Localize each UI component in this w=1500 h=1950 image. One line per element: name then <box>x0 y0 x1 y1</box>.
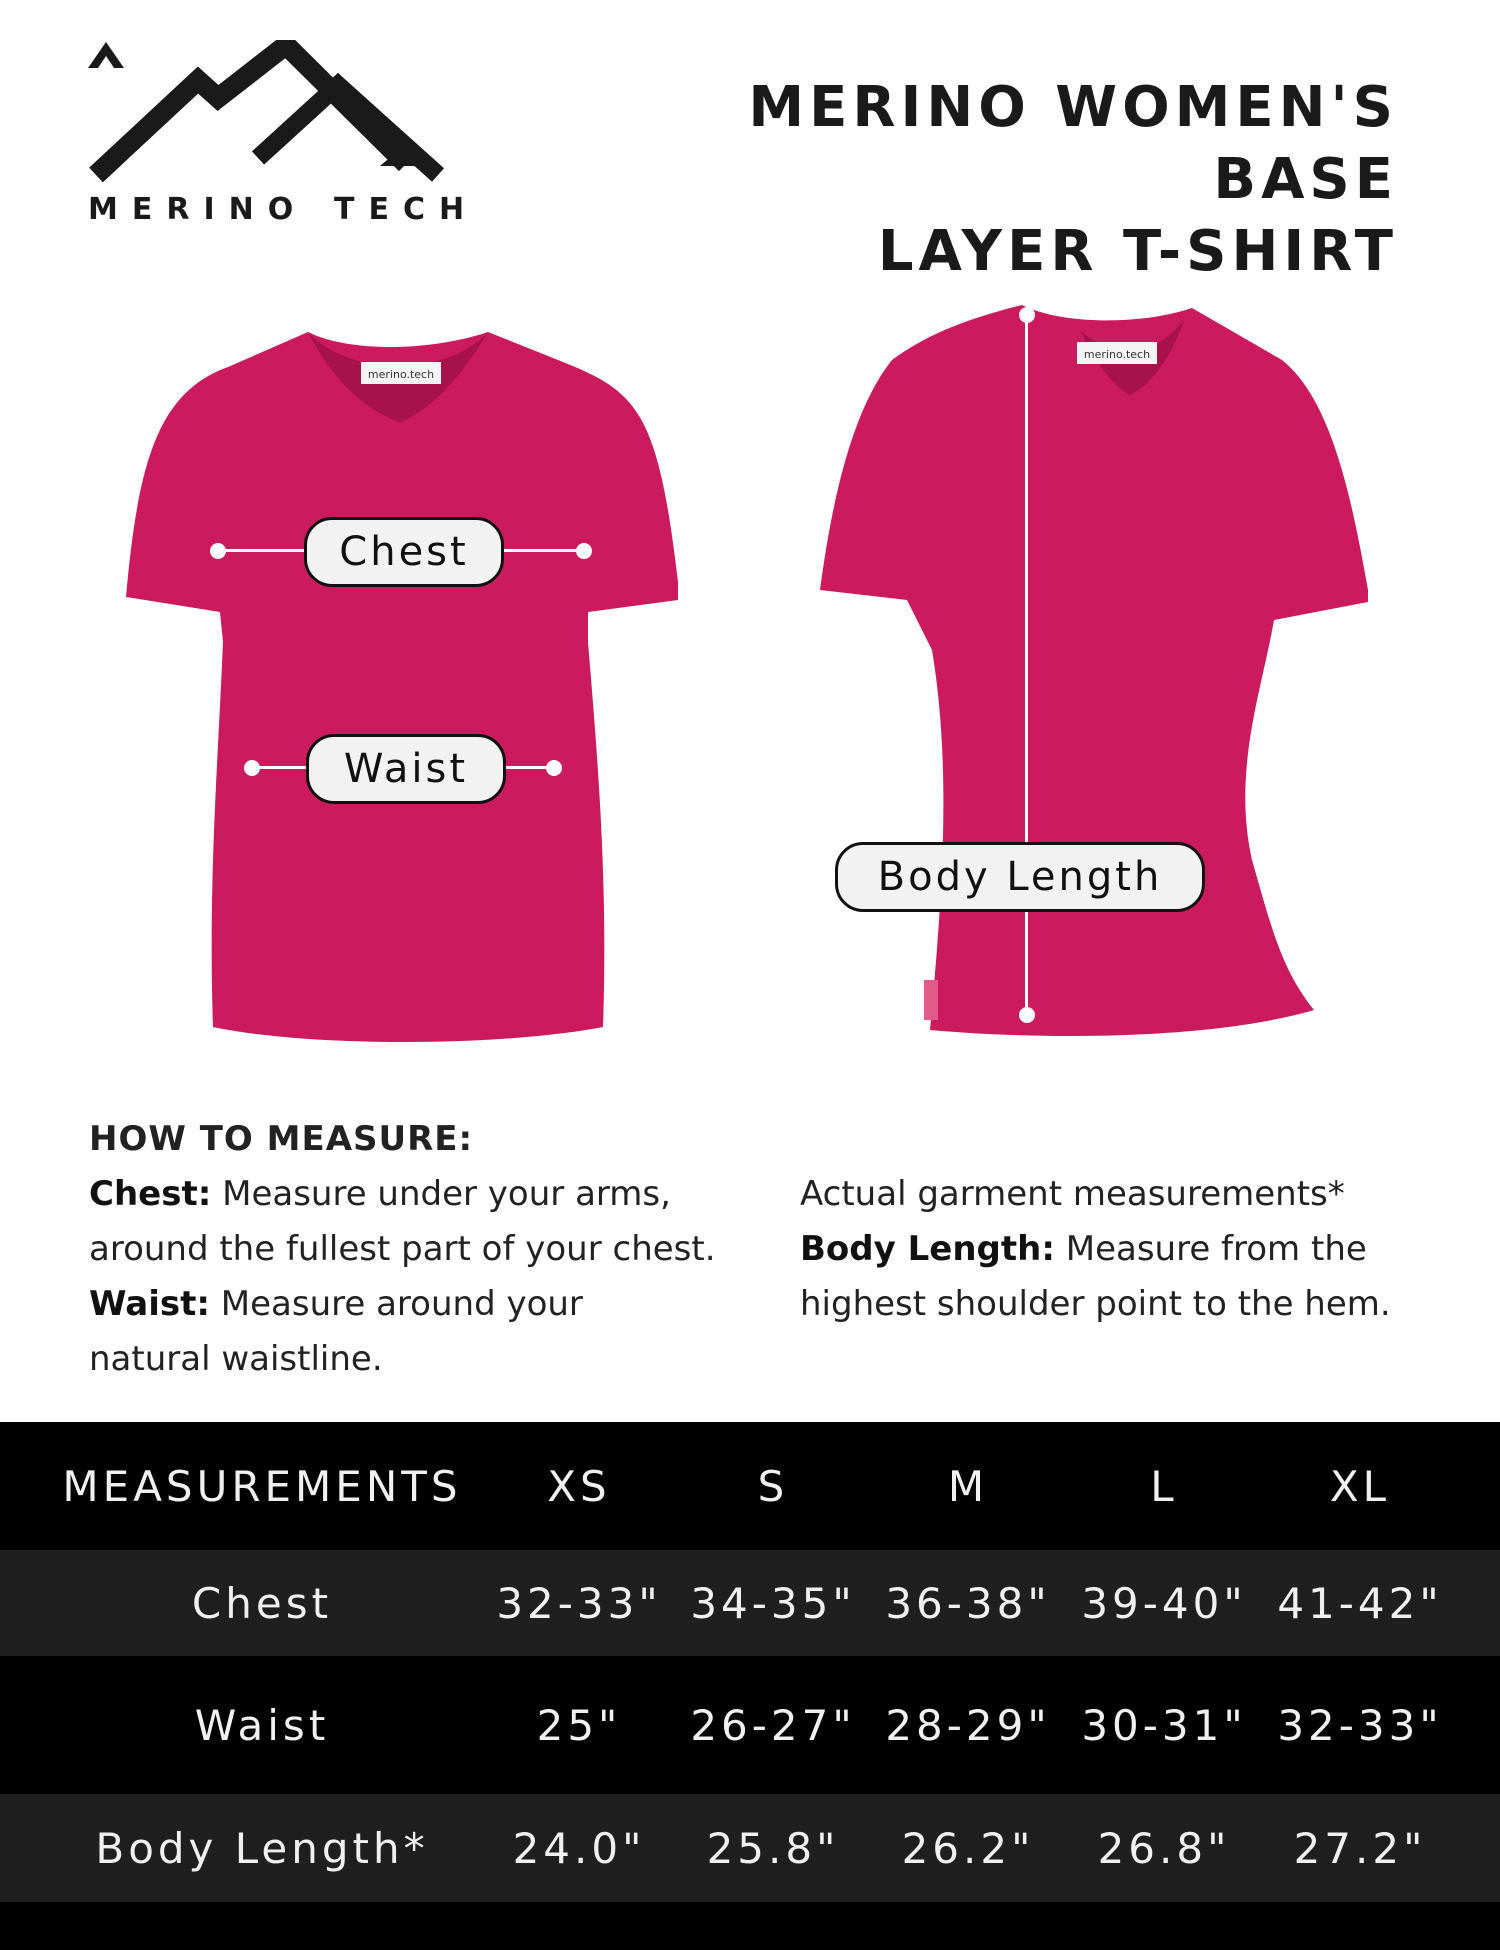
body-length-label: Body Length <box>835 842 1205 912</box>
table-cell: 39-40" <box>1081 1578 1247 1628</box>
table-cell: 24.0" <box>512 1823 646 1873</box>
how-to-measure-left <box>89 1112 769 1387</box>
brand-logo <box>88 40 503 230</box>
table-cell: 32-33" <box>496 1578 662 1628</box>
actual-garment-note: Actual garment measurements* <box>800 1174 1345 1214</box>
size-header-xs: XS <box>547 1461 611 1511</box>
table-cell: 27.2" <box>1293 1823 1427 1873</box>
title-line-1: MERINO WOMEN'S BASE <box>748 75 1398 212</box>
body-length-top-dot <box>1019 307 1035 323</box>
table-row <box>0 1550 1500 1656</box>
table-cell: 28-29" <box>885 1700 1051 1750</box>
table-cell: 25" <box>536 1700 622 1750</box>
table-cell: 30-31" <box>1081 1700 1247 1750</box>
body-length-instruction-line-1: Body Length: Measure from the <box>800 1229 1367 1269</box>
chest-instruction-line-2: around the fullest part of your chest. <box>89 1229 716 1269</box>
body-length-instruction-line-2: highest shoulder point to the hem. <box>800 1284 1391 1324</box>
table-cell: 41-42" <box>1277 1578 1443 1628</box>
table-cell: 26.2" <box>901 1823 1035 1873</box>
waist-instruction-line-1: Waist: Measure around your <box>89 1284 583 1324</box>
chest-right-dot <box>576 543 592 559</box>
row-label-waist: Waist <box>194 1700 330 1750</box>
table-cell: 26.8" <box>1097 1823 1231 1873</box>
size-header-m: M <box>947 1461 989 1511</box>
page-title <box>638 72 1398 288</box>
waist-label: Waist <box>306 734 506 804</box>
front-shirt-image <box>118 322 688 1042</box>
side-shirt-tag: merino.tech <box>1083 348 1151 361</box>
table-cell: 26-27" <box>690 1700 856 1750</box>
waist-left-dot <box>244 760 260 776</box>
table-row <box>0 1656 1500 1794</box>
mountain-logo-icon <box>88 40 503 190</box>
size-header-xl: XL <box>1329 1461 1391 1511</box>
brand-peak-icon <box>88 40 124 68</box>
table-cell: 25.8" <box>706 1823 840 1873</box>
chest-left-dot <box>210 543 226 559</box>
measurements-header: MEASUREMENTS <box>62 1461 462 1511</box>
row-label-body-length: Body Length* <box>95 1823 429 1873</box>
chest-label: Chest <box>304 517 504 587</box>
body-length-bottom-dot <box>1019 1007 1035 1023</box>
brand-name-part1: MERINO <box>88 192 308 227</box>
table-header-row <box>0 1422 1500 1550</box>
front-shirt-tag: merino.tech <box>367 368 435 381</box>
title-line-2: LAYER T-SHIRT <box>877 219 1398 284</box>
table-cell: 36-38" <box>885 1578 1051 1628</box>
waist-right-dot <box>546 760 562 776</box>
table-cell: 34-35" <box>690 1578 856 1628</box>
size-header-l: L <box>1150 1461 1178 1511</box>
side-shirt-image <box>812 300 1382 1040</box>
waist-instruction-line-2: natural waistline. <box>89 1339 383 1379</box>
row-label-chest: Chest <box>191 1578 333 1628</box>
brand-name-part2: TECH <box>334 192 479 227</box>
table-cell: 32-33" <box>1277 1700 1443 1750</box>
size-chart-table <box>0 1422 1500 1950</box>
table-row <box>0 1794 1500 1902</box>
size-header-s: S <box>757 1461 789 1511</box>
chest-instruction-line-1: Chest: Measure under your arms, <box>89 1174 671 1214</box>
how-to-measure-right <box>800 1167 1440 1332</box>
how-to-heading: HOW TO MEASURE: <box>89 1119 474 1159</box>
